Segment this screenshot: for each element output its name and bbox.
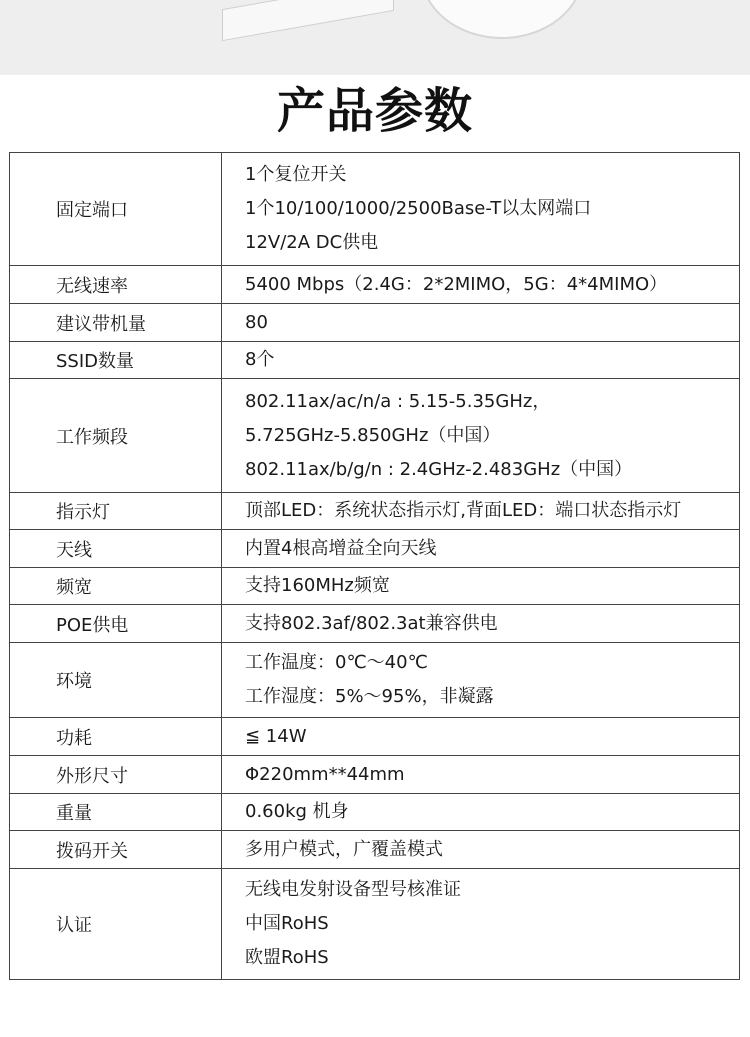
table-row — [10, 794, 740, 831]
table-row — [10, 493, 740, 530]
spec-value — [222, 605, 740, 643]
spec-value — [222, 379, 740, 493]
spec-value-line: 5400 Mbps（2.4G：2*2MIMO，5G：4*4MIMO） — [245, 273, 668, 295]
spec-value-line: 0.60kg 机身 — [245, 801, 349, 822]
spec-label: 固定端口 — [10, 153, 222, 266]
table-row — [10, 153, 740, 266]
table-row — [10, 869, 740, 980]
spec-value-line: 支持160MHz频宽 — [245, 575, 390, 596]
spec-value-line: 802.11ax/b/g/n : 2.4GHz-2.483GHz（中国） — [245, 458, 633, 480]
spec-value-line: Φ220mm**44mm — [245, 763, 405, 785]
page-title: 产品参数 — [276, 83, 473, 139]
spec-label: 重量 — [10, 794, 222, 831]
spec-value-line: 802.11ax/ac/n/a : 5.15-5.35GHz， — [245, 390, 551, 412]
spec-value — [222, 530, 740, 568]
spec-value-line: 80 — [245, 311, 268, 333]
table-row — [10, 379, 740, 493]
spec-value-line: 8个 — [245, 349, 275, 370]
table-row — [10, 643, 740, 718]
spec-table — [9, 152, 740, 980]
spec-value — [222, 304, 740, 342]
spec-label: 频宽 — [10, 568, 222, 605]
spec-value — [222, 568, 740, 605]
spec-label: 工作频段 — [10, 379, 222, 493]
spec-value-line: ≦ 14W — [245, 725, 307, 747]
spec-value-line: 工作温度：0℃～40℃ — [245, 652, 428, 673]
spec-value-line: 无线电发射设备型号核准证 — [245, 879, 461, 900]
spec-value — [222, 869, 740, 980]
spec-value — [222, 266, 740, 304]
table-row — [10, 756, 740, 794]
table-row — [10, 342, 740, 379]
spec-label: SSID数量 — [10, 342, 222, 379]
spec-label: 天线 — [10, 530, 222, 568]
spec-value — [222, 643, 740, 718]
spec-value-line: 1个10/100/1000/2500Base-T以太网端口 — [245, 198, 592, 219]
spec-value — [222, 342, 740, 379]
spec-value-line: 支持802.3af/802.3at兼容供电 — [245, 612, 498, 634]
spec-value — [222, 794, 740, 831]
table-row — [10, 266, 740, 304]
product-image-banner — [0, 0, 750, 75]
spec-value-line: 12V/2A DC供电 — [245, 232, 379, 253]
spec-value-line: 中国RoHS — [245, 913, 329, 934]
spec-value-line: 工作湿度：5%～95%，非凝露 — [245, 686, 494, 707]
spec-value — [222, 493, 740, 530]
spec-value-line: 顶部LED：系统状态指示灯,背面LED：端口状态指示灯 — [245, 500, 682, 521]
spec-label: 拨码开关 — [10, 831, 222, 869]
spec-label: 认证 — [10, 869, 222, 980]
spec-value — [222, 831, 740, 869]
table-row — [10, 831, 740, 869]
table-row — [10, 304, 740, 342]
table-row — [10, 568, 740, 605]
spec-value-line: 多用户模式，广覆盖模式 — [245, 838, 443, 860]
spec-label: POE供电 — [10, 605, 222, 643]
spec-label: 外形尺寸 — [10, 756, 222, 794]
spec-value-line: 5.725GHz-5.850GHz（中国） — [245, 424, 501, 446]
spec-value — [222, 153, 740, 266]
spec-value-line: 1个复位开关 — [245, 164, 347, 185]
spec-value — [222, 756, 740, 794]
table-row — [10, 718, 740, 756]
spec-label: 指示灯 — [10, 493, 222, 530]
table-row — [10, 530, 740, 568]
spec-value — [222, 718, 740, 756]
spec-label: 功耗 — [10, 718, 222, 756]
spec-value-line: 欧盟RoHS — [245, 947, 329, 968]
table-row — [10, 605, 740, 643]
spec-label: 环境 — [10, 643, 222, 718]
spec-label: 无线速率 — [10, 266, 222, 304]
device-box-image — [222, 0, 394, 41]
spec-value-line: 内置4根高增益全向天线 — [245, 537, 437, 559]
spec-label: 建议带机量 — [10, 304, 222, 342]
round-device-image — [420, 0, 584, 39]
